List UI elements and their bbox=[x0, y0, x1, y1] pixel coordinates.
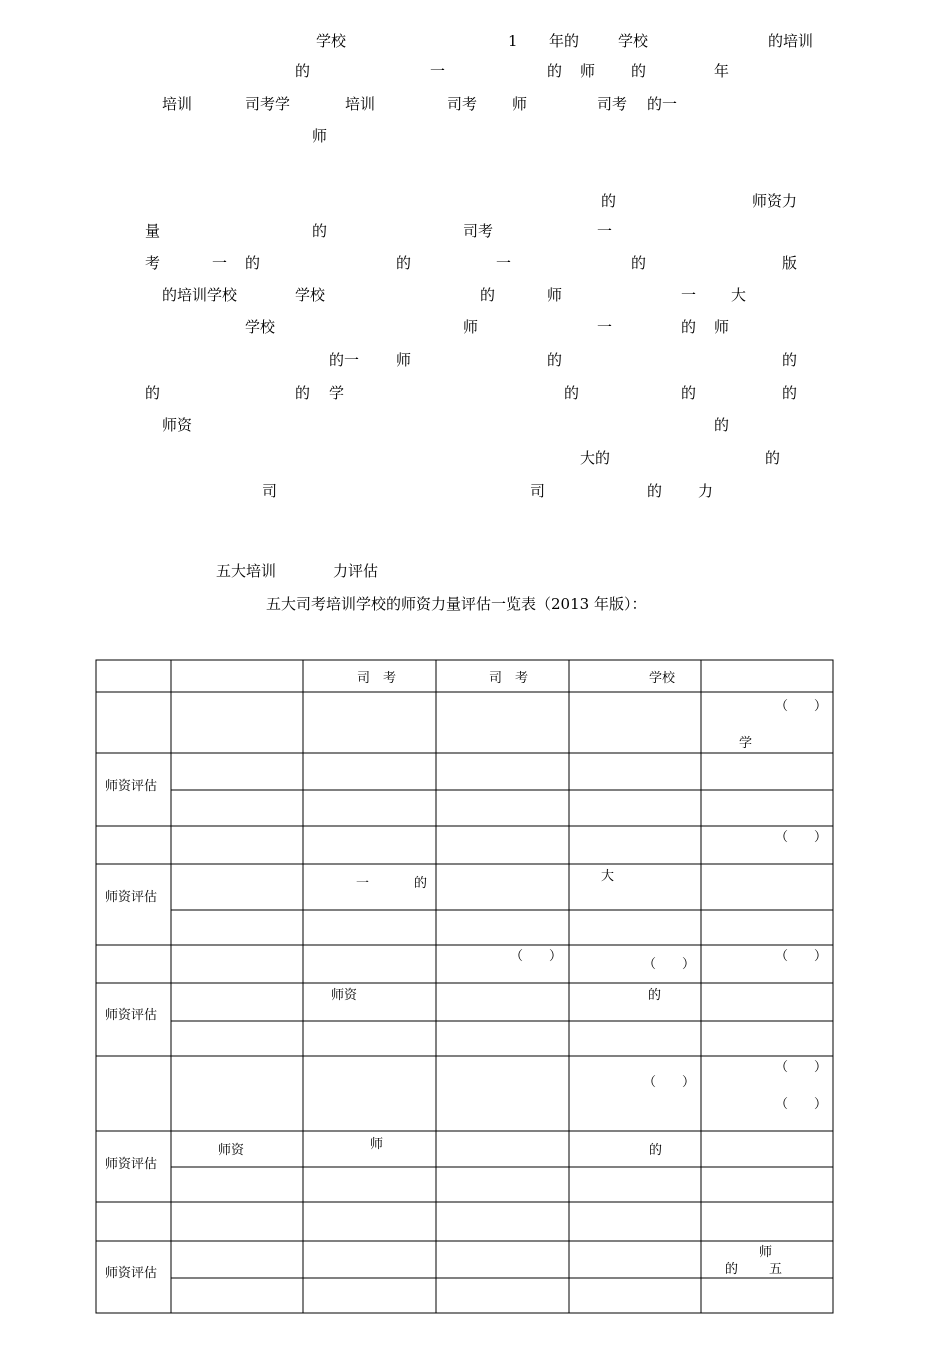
text-fragment: 司考 bbox=[597, 95, 628, 113]
text-fragment: 司考 bbox=[463, 222, 494, 240]
text-fragment: 一 bbox=[212, 254, 228, 272]
cell-text: （ ） bbox=[775, 949, 828, 964]
text-fragment: 的 bbox=[396, 254, 412, 272]
text-fragment: 的 bbox=[480, 286, 496, 304]
text-fragment: 的 bbox=[631, 254, 647, 272]
cell-text: 的 bbox=[648, 988, 662, 1003]
text-fragment: 学校 bbox=[316, 32, 347, 50]
text-fragment: 的 bbox=[631, 62, 647, 80]
text-fragment: 司 bbox=[262, 482, 278, 500]
cell-text: （ ） bbox=[510, 949, 563, 964]
text-fragment: 大的 bbox=[580, 449, 611, 467]
cell-text: （ ） bbox=[775, 1097, 828, 1112]
text-fragment: 的培训 bbox=[768, 32, 814, 50]
text-fragment: 的培训学校 bbox=[162, 286, 238, 304]
cell-text: 师 bbox=[759, 1245, 773, 1260]
text-fragment: 学校 bbox=[618, 32, 649, 50]
cell-text: 的 bbox=[725, 1262, 739, 1277]
text-fragment: 学校 bbox=[245, 318, 276, 336]
header-cell: 司 考 bbox=[489, 671, 529, 686]
cell-text: 师资 bbox=[331, 988, 358, 1003]
cell-text: 的 bbox=[414, 876, 428, 891]
cell-text: （ ） bbox=[775, 1060, 828, 1075]
text-fragment: 量 bbox=[145, 222, 161, 240]
header-cell: 学校 bbox=[649, 671, 676, 686]
cell-text: （ ） bbox=[775, 699, 828, 714]
text-fragment: 的一 bbox=[647, 95, 678, 113]
text-fragment: 的 bbox=[245, 254, 261, 272]
text-fragment: 师 bbox=[580, 62, 596, 80]
text-fragment: 师 bbox=[396, 351, 412, 369]
text-fragment: 的 bbox=[145, 384, 161, 402]
text-fragment: 考 bbox=[145, 254, 161, 272]
text-fragment: 版 bbox=[782, 254, 798, 272]
text-fragment: 司 bbox=[530, 482, 546, 500]
text-fragment: 力 bbox=[698, 482, 714, 500]
cell-text: 师 bbox=[370, 1137, 384, 1152]
heading-fragment: 力评估 bbox=[333, 562, 379, 580]
text-fragment: 的 bbox=[601, 192, 617, 210]
text-fragment: 一 bbox=[597, 222, 613, 240]
text-fragment: 大 bbox=[731, 286, 747, 304]
cell-text: （ ） bbox=[643, 1075, 696, 1090]
cell-text: 师资 bbox=[218, 1143, 245, 1158]
text-fragment: 培训 bbox=[162, 95, 193, 113]
text-fragment: 一 bbox=[681, 286, 697, 304]
heading-fragment: 五大培训 bbox=[216, 562, 277, 580]
text-fragment: 的 bbox=[564, 384, 580, 402]
cell-text: （ ） bbox=[775, 830, 828, 845]
text-fragment: 师 bbox=[463, 318, 479, 336]
text-fragment: 一 bbox=[597, 318, 613, 336]
cell-text: 大 bbox=[601, 869, 615, 884]
cell-text: （ ） bbox=[643, 957, 696, 972]
text-fragment: 的 bbox=[647, 482, 663, 500]
row-label: 师资评估 bbox=[105, 1008, 158, 1023]
text-fragment: 的 bbox=[681, 318, 697, 336]
text-fragment: 学 bbox=[329, 384, 345, 402]
text-fragment: 学校 bbox=[295, 286, 326, 304]
text-fragment: 的 bbox=[295, 62, 311, 80]
text-fragment: 的一 bbox=[329, 351, 360, 369]
text-fragment: 的 bbox=[295, 384, 311, 402]
text-fragment: 师 bbox=[714, 318, 730, 336]
text-fragment: 的 bbox=[547, 62, 563, 80]
text-fragment: 年的 bbox=[549, 32, 580, 50]
text-fragment: 一 bbox=[496, 254, 512, 272]
text-fragment: 的 bbox=[782, 351, 798, 369]
text-fragment: 师 bbox=[312, 127, 328, 145]
text-fragment: 一 bbox=[430, 62, 446, 80]
text-fragment: 司考学 bbox=[245, 95, 291, 113]
text-fragment: 师 bbox=[547, 286, 563, 304]
text-fragment: 1 bbox=[508, 32, 518, 50]
cell-text: 的 bbox=[649, 1143, 663, 1158]
text-fragment: 司考 bbox=[447, 95, 478, 113]
table-caption: 五大司考培训学校的师资力量评估一览表（2013 年版）： bbox=[266, 595, 647, 613]
header-cell: 司 考 bbox=[357, 671, 397, 686]
row-label: 师资评估 bbox=[105, 890, 158, 905]
cell-text: 学 bbox=[739, 736, 753, 751]
cell-text: 一 bbox=[356, 876, 370, 891]
text-fragment: 培训 bbox=[345, 95, 376, 113]
row-label: 师资评估 bbox=[105, 1266, 158, 1281]
text-fragment: 年 bbox=[714, 62, 730, 80]
text-fragment: 的 bbox=[714, 416, 730, 434]
row-label: 师资评估 bbox=[105, 1157, 158, 1172]
table-border bbox=[96, 660, 833, 1313]
text-fragment: 师资力 bbox=[752, 192, 798, 210]
text-fragment: 的 bbox=[312, 222, 328, 240]
text-fragment: 的 bbox=[681, 384, 697, 402]
text-fragment: 的 bbox=[782, 384, 798, 402]
text-fragment: 的 bbox=[765, 449, 781, 467]
text-fragment: 的 bbox=[547, 351, 563, 369]
text-fragment: 师资 bbox=[162, 416, 193, 434]
row-label: 师资评估 bbox=[105, 779, 158, 794]
text-fragment: 师 bbox=[512, 95, 528, 113]
cell-text: 五 bbox=[769, 1262, 783, 1277]
